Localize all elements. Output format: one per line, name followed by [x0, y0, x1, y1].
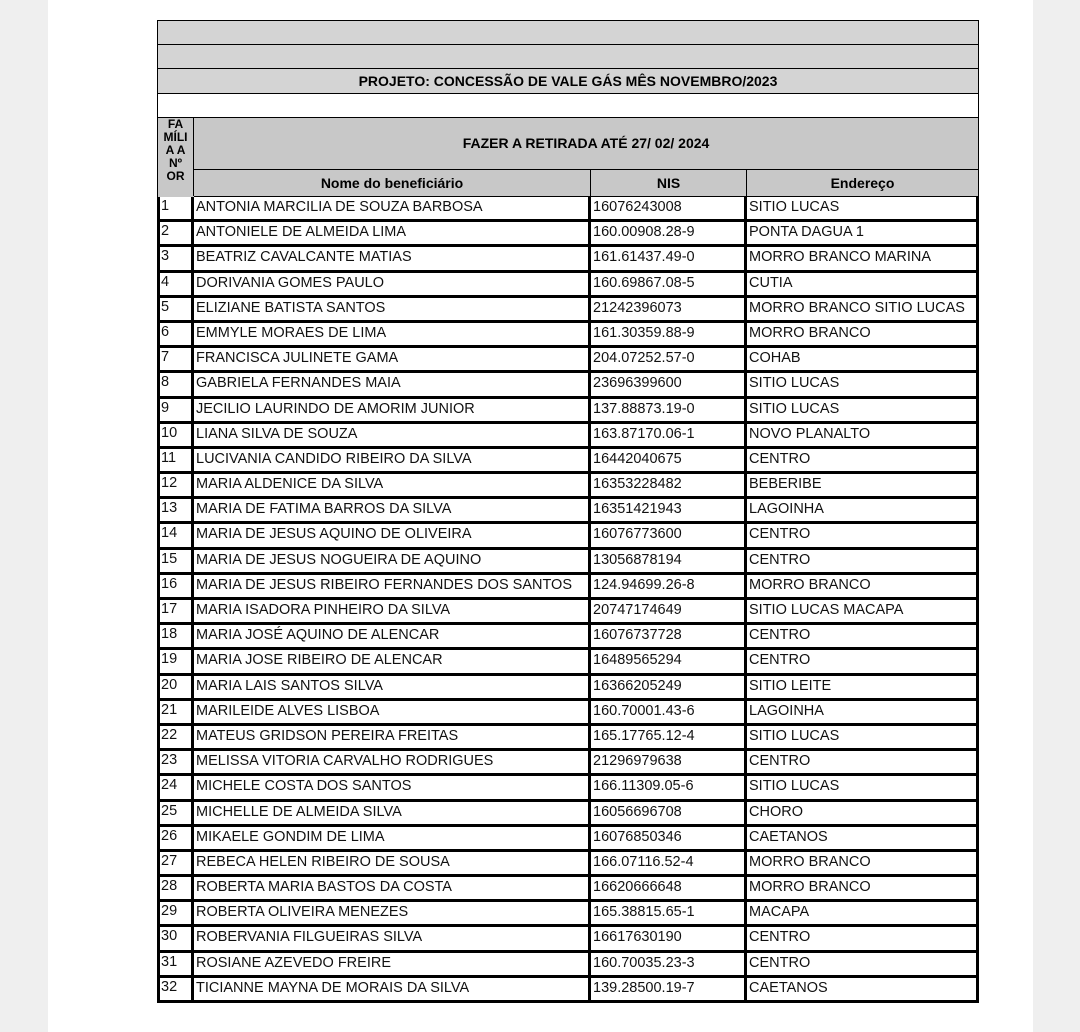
- row-number-cell: 10: [160, 424, 194, 446]
- beneficiary-name-cell: MARIA LAIS SANTOS SILVA: [194, 676, 591, 698]
- address-cell: CUTIA: [749, 274, 793, 291]
- beneficiary-name-cell: ROBERVANIA FILGUEIRAS SILVA: [194, 927, 591, 949]
- nis-cell: 160.70035.23-3: [591, 953, 747, 975]
- document-page: [48, 0, 1033, 1032]
- address-cell: SITIO LUCAS: [749, 199, 840, 215]
- nis-cell: 163.87170.06-1: [591, 424, 747, 446]
- header-band-1: [157, 20, 979, 45]
- nis-cell: 13056878194: [591, 550, 747, 572]
- nis-cell: 16620666648: [591, 877, 747, 899]
- address-cell: SITIO LUCAS: [749, 375, 840, 392]
- address-cell: SITIO LUCAS: [749, 778, 840, 795]
- beneficiary-name-cell: MARIA ALDENICE DA SILVA: [194, 474, 591, 496]
- nis-cell: 139.28500.19-7: [591, 978, 747, 1000]
- header-band-2: [157, 45, 979, 69]
- spreadsheet: [157, 20, 979, 1003]
- family-number-header: [158, 118, 194, 196]
- beneficiary-name-cell: DORIVANIA GOMES PAULO: [194, 273, 591, 295]
- beneficiary-name-cell: MARIA DE JESUS AQUINO DE OLIVEIRA: [194, 524, 591, 546]
- row-number-cell: 30: [160, 927, 194, 949]
- nis-cell: 16489565294: [591, 650, 747, 672]
- nis-cell: 21296979638: [591, 751, 747, 773]
- beneficiary-name-cell: ROSIANE AZEVEDO FREIRE: [194, 953, 591, 975]
- table-row: [160, 827, 976, 852]
- row-number-cell: 16: [160, 575, 194, 597]
- table-row: [160, 524, 976, 549]
- family-header-line: MÍLI: [163, 130, 188, 144]
- address-cell: COHAB: [749, 350, 801, 367]
- beneficiary-name-cell: GABRIELA FERNANDES MAIA: [194, 373, 591, 395]
- address-cell: PONTA DAGUA 1: [749, 224, 864, 241]
- beneficiary-name-cell: ROBERTA MARIA BASTOS DA COSTA: [194, 877, 591, 899]
- row-number-cell: 5: [160, 298, 194, 320]
- address-cell: LAGOINHA: [749, 501, 824, 518]
- beneficiary-name-cell: REBECA HELEN RIBEIRO DE SOUSA: [194, 852, 591, 874]
- address-cell: MACAPA: [749, 904, 810, 921]
- nis-cell: 20747174649: [591, 600, 747, 622]
- beneficiary-name-cell: TICIANNE MAYNA DE MORAIS DA SILVA: [194, 978, 591, 1000]
- nis-cell: 23696399600: [591, 373, 747, 395]
- table-row: [160, 802, 976, 827]
- table-row: [160, 676, 976, 701]
- address-cell: SITIO LUCAS MACAPA: [749, 602, 904, 618]
- row-number-cell: 1: [160, 197, 194, 219]
- beneficiary-name-cell: ELIZIANE BATISTA SANTOS: [194, 298, 591, 320]
- address-cell: MORRO BRANCO: [749, 576, 871, 593]
- table-row: [160, 424, 976, 449]
- family-header-line: A A: [165, 143, 186, 157]
- table-row: [160, 449, 976, 474]
- row-number-cell: 9: [160, 399, 194, 421]
- address-cell: CENTRO: [749, 753, 811, 770]
- row-number-cell: 21: [160, 701, 194, 723]
- row-number-cell: 19: [160, 650, 194, 672]
- row-number-cell: 22: [160, 726, 194, 748]
- family-header-line: FA: [167, 118, 184, 131]
- row-number-cell: 6: [160, 323, 194, 345]
- beneficiary-name-cell: MARIA DE JESUS RIBEIRO FERNANDES DOS SANTOS: [194, 575, 591, 597]
- beneficiary-name-cell: MICHELE COSTA DOS SANTOS: [194, 776, 591, 798]
- address-cell: CHORO: [749, 803, 803, 820]
- table-row: [160, 499, 976, 524]
- row-number-cell: 23: [160, 751, 194, 773]
- nis-cell: 204.07252.57-0: [591, 348, 747, 370]
- address-cell: CAETANOS: [749, 979, 828, 996]
- nis-cell: 16056696708: [591, 802, 747, 824]
- nis-cell: 16076850346: [591, 827, 747, 849]
- nis-cell: 16617630190: [591, 927, 747, 949]
- nis-cell: 16076243008: [591, 197, 747, 219]
- table-row: [160, 399, 976, 424]
- beneficiary-name-cell: MIKAELE GONDIM DE LIMA: [194, 827, 591, 849]
- beneficiary-name-cell: ANTONIA MARCILIA DE SOUZA BARBOSA: [194, 197, 591, 219]
- beneficiary-name-cell: MARIA ISADORA PINHEIRO DA SILVA: [194, 600, 591, 622]
- table-row: [160, 625, 976, 650]
- address-cell: CENTRO: [749, 551, 811, 568]
- nis-cell: 21242396073: [591, 298, 747, 320]
- row-number-cell: 29: [160, 902, 194, 924]
- table-row: [160, 877, 976, 902]
- table-row: [160, 650, 976, 675]
- nis-cell: 16442040675: [591, 449, 747, 471]
- table-row: [160, 776, 976, 801]
- blank-band: [157, 94, 979, 118]
- row-number-cell: 2: [160, 222, 194, 244]
- address-cell: MORRO BRANCO: [749, 324, 871, 341]
- address-cell: CENTRO: [749, 954, 811, 971]
- table-row: [160, 953, 976, 978]
- row-number-cell: 17: [160, 600, 194, 622]
- row-number-cell: 7: [160, 348, 194, 370]
- nis-cell: 160.00908.28-9: [591, 222, 747, 244]
- nis-cell: 160.70001.43-6: [591, 701, 747, 723]
- address-cell: SITIO LUCAS: [749, 400, 840, 417]
- beneficiary-name-cell: MATEUS GRIDSON PEREIRA FREITAS: [194, 726, 591, 748]
- row-number-cell: 15: [160, 550, 194, 572]
- column-header-nis: NIS: [591, 170, 747, 196]
- address-cell: CENTRO: [749, 526, 811, 543]
- nis-cell: 16076773600: [591, 524, 747, 546]
- row-number-cell: 31: [160, 953, 194, 975]
- nis-cell: 161.61437.49-0: [591, 247, 747, 269]
- beneficiary-name-cell: EMMYLE MORAES DE LIMA: [194, 323, 591, 345]
- table-row: [160, 852, 976, 877]
- beneficiary-name-cell: MARIA DE JESUS NOGUEIRA DE AQUINO: [194, 550, 591, 572]
- table-row: [160, 373, 976, 398]
- nis-cell: 16353228482: [591, 474, 747, 496]
- table-row: [160, 550, 976, 575]
- address-cell: MORRO BRANCO: [749, 879, 871, 896]
- row-number-cell: 14: [160, 524, 194, 546]
- beneficiary-name-cell: MELISSA VITORIA CARVALHO RODRIGUES: [194, 751, 591, 773]
- family-header-line: Nº: [168, 156, 183, 170]
- address-cell: CENTRO: [749, 652, 811, 669]
- project-title: PROJETO: CONCESSÃO DE VALE GÁS MÊS NOVEMBRO/2023: [157, 69, 979, 94]
- table-row: [160, 222, 976, 247]
- table-row: [160, 726, 976, 751]
- beneficiary-name-cell: LUCIVANIA CANDIDO RIBEIRO DA SILVA: [194, 449, 591, 471]
- table-row: [160, 701, 976, 726]
- table-row: [160, 978, 976, 1003]
- table-row: [160, 575, 976, 600]
- row-number-cell: 12: [160, 474, 194, 496]
- address-cell: NOVO PLANALTO: [749, 425, 871, 442]
- table-row: [160, 298, 976, 323]
- address-cell: CENTRO: [749, 450, 811, 467]
- address-cell: CAETANOS: [749, 828, 828, 845]
- row-number-cell: 3: [160, 247, 194, 269]
- nis-cell: 161.30359.88-9: [591, 323, 747, 345]
- column-header-name: Nome do beneficiário: [194, 170, 591, 196]
- deadline-header: [157, 118, 979, 197]
- row-number-cell: 32: [160, 978, 194, 1000]
- table-row: [160, 197, 976, 222]
- row-number-cell: 25: [160, 802, 194, 824]
- beneficiary-name-cell: MARIA JOSE RIBEIRO DE ALENCAR: [194, 650, 591, 672]
- address-cell: BEBERIBE: [749, 476, 822, 493]
- beneficiary-name-cell: FRANCISCA JULINETE GAMA: [194, 348, 591, 370]
- nis-cell: 124.94699.26-8: [591, 575, 747, 597]
- family-header-line: OR: [166, 169, 185, 183]
- deadline-text: FAZER A RETIRADA ATÉ 27/ 02/ 2024: [194, 118, 978, 170]
- column-header-address: Endereço: [830, 175, 895, 191]
- address-cell: MORRO BRANCO MARINA: [749, 249, 932, 266]
- nis-cell: 16366205249: [591, 676, 747, 698]
- table-row: [160, 323, 976, 348]
- beneficiary-name-cell: BEATRIZ CAVALCANTE MATIAS: [194, 247, 591, 269]
- row-number-cell: 24: [160, 776, 194, 798]
- nis-cell: 166.11309.05-6: [591, 776, 747, 798]
- row-number-cell: 8: [160, 373, 194, 395]
- address-cell: MORRO BRANCO SITIO LUCAS: [749, 299, 965, 316]
- beneficiary-name-cell: MARIA JOSÉ AQUINO DE ALENCAR: [194, 625, 591, 647]
- address-cell: MORRO BRANCO: [749, 853, 871, 870]
- nis-cell: 16076737728: [591, 625, 747, 647]
- beneficiary-name-cell: MARIA DE FATIMA BARROS DA SILVA: [194, 499, 591, 521]
- row-number-cell: 20: [160, 676, 194, 698]
- beneficiary-name-cell: LIANA SILVA DE SOUZA: [194, 424, 591, 446]
- beneficiary-name-cell: ROBERTA OLIVEIRA MENEZES: [194, 902, 591, 924]
- nis-cell: 166.07116.52-4: [591, 852, 747, 874]
- nis-cell: 165.17765.12-4: [591, 726, 747, 748]
- table-row: [160, 348, 976, 373]
- table-row: [160, 902, 976, 927]
- beneficiary-name-cell: MARILEIDE ALVES LISBOA: [194, 701, 591, 723]
- table-row: [160, 474, 976, 499]
- table-row: [160, 927, 976, 952]
- row-number-cell: 11: [160, 449, 194, 471]
- address-cell: SITIO LEITE: [749, 677, 832, 694]
- row-number-cell: 27: [160, 852, 194, 874]
- row-number-cell: 26: [160, 827, 194, 849]
- row-number-cell: 18: [160, 625, 194, 647]
- address-cell: LAGOINHA: [749, 702, 824, 719]
- row-number-cell: 28: [160, 877, 194, 899]
- table-row: [160, 273, 976, 298]
- nis-cell: 16351421943: [591, 499, 747, 521]
- beneficiary-name-cell: ANTONIELE DE ALMEIDA LIMA: [194, 222, 591, 244]
- nis-cell: 137.88873.19-0: [591, 399, 747, 421]
- nis-cell: 165.38815.65-1: [591, 902, 747, 924]
- table-row: [160, 247, 976, 272]
- table-row: [160, 751, 976, 776]
- beneficiary-name-cell: JECILIO LAURINDO DE AMORIM JUNIOR: [194, 399, 591, 421]
- beneficiary-table-body: [157, 197, 979, 1003]
- address-cell: SITIO LUCAS: [749, 727, 840, 744]
- address-cell: CENTRO: [749, 627, 811, 644]
- nis-cell: 160.69867.08-5: [591, 273, 747, 295]
- beneficiary-name-cell: MICHELLE DE ALMEIDA SILVA: [194, 802, 591, 824]
- row-number-cell: 13: [160, 499, 194, 521]
- row-number-cell: 4: [160, 273, 194, 295]
- table-row: [160, 600, 976, 625]
- address-cell: CENTRO: [749, 929, 811, 946]
